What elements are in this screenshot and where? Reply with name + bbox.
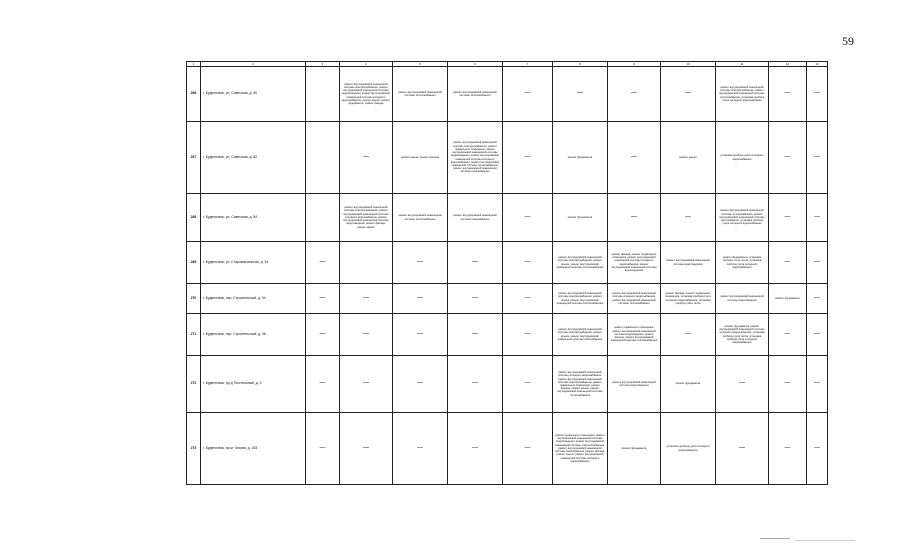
table-cell: установка прибора учета холодного водоснабжения bbox=[661, 413, 716, 485]
table-cell: — bbox=[608, 67, 661, 122]
table-cell: — bbox=[807, 242, 828, 284]
table-cell: ремонт фундамента bbox=[769, 284, 807, 314]
table-cell: — bbox=[306, 242, 340, 284]
table-cell: — bbox=[503, 356, 553, 413]
header-cell: 13 bbox=[807, 62, 828, 67]
table-cell: — bbox=[807, 122, 828, 194]
table-cell: ремонт внутридомовой инженерной системы теплоснабжения bbox=[393, 194, 448, 242]
repair-program-table bbox=[186, 61, 828, 485]
table-cell: — bbox=[553, 67, 608, 122]
table-cell: ремонт внутридомовой инженерной системы холодного водоснабжения, ремонт внутридомовой инженерной системы теплоснабжения bbox=[608, 284, 661, 314]
table-row bbox=[187, 242, 828, 284]
table-row bbox=[187, 356, 828, 413]
table-cell: — bbox=[661, 314, 716, 356]
table-cell: — bbox=[769, 194, 807, 242]
header-cell: 6 bbox=[448, 62, 503, 67]
address-cell: г. Буденновск, пер. Строительный, д. 36 bbox=[201, 314, 306, 356]
table-row bbox=[187, 67, 828, 122]
table-cell: — bbox=[769, 242, 807, 284]
row-number: 268 bbox=[187, 194, 201, 242]
header-cell: 7 bbox=[503, 62, 553, 67]
table-cell: — bbox=[393, 242, 448, 284]
header-cell: 3 bbox=[306, 62, 340, 67]
table-cell: — bbox=[340, 356, 393, 413]
address-cell: г. Буденновск, пер. Строительный, д. 34 bbox=[201, 284, 306, 314]
table-cell bbox=[340, 242, 393, 284]
row-number: 271 bbox=[187, 314, 201, 356]
table-cell: ремонт внутридомовой инженерной системы электроснабжения, ремонт подвального помещения, ремонт внутридомовой инженерной системы водоотведения, ремонт внутридомовой инженерной системы холодного водоснабжения, ремонт внутридомовой инженерной системы теплоснабжения, ремонт внутридомовой инженерной системы газоснабжения bbox=[448, 122, 503, 194]
row-number: 267 bbox=[187, 122, 201, 194]
table-cell: — bbox=[448, 242, 503, 284]
header-cell: 11 bbox=[716, 62, 769, 67]
table-cell: установка прибора учета холодного водоснабжения bbox=[716, 122, 769, 194]
table-cell bbox=[306, 67, 340, 122]
table-cell: ремонт внутридомовой инженерной системы холодного водоснабжения, ремонт внутридомовой инженерной системы электроснабжения, ремонт подвального помещения, ремонт фасада, ремонт крыши, ремонт внутридомовой инженерной системы теплоснабжения bbox=[553, 356, 608, 413]
table-row bbox=[187, 284, 828, 314]
row-number: 273 bbox=[187, 413, 201, 485]
scan-mark bbox=[795, 540, 855, 541]
table-cell: ремонт внутридомовой инженерной системы газоснабжения bbox=[448, 194, 503, 242]
table-cell: — bbox=[340, 314, 393, 356]
table-cell: — bbox=[769, 314, 807, 356]
header-cell: 2 bbox=[201, 62, 306, 67]
table-cell bbox=[306, 122, 340, 194]
table-cell: — bbox=[807, 194, 828, 242]
table-cell: ремонт крыши, ремонт фасада bbox=[393, 122, 448, 194]
table-cell: — bbox=[807, 413, 828, 485]
table-cell: — bbox=[661, 194, 716, 242]
table-cell: — bbox=[503, 413, 553, 485]
header-cell: 4 bbox=[340, 62, 393, 67]
table-cell: ремонт фундамента bbox=[553, 194, 608, 242]
table-cell: — bbox=[306, 314, 340, 356]
table-cell: — bbox=[807, 356, 828, 413]
table-cell: — bbox=[807, 284, 828, 314]
table-cell: ремонт внутридомовой инженерной системы электроснабжения, ремонт крыши, ремонт внутридомовой инженерной системы газоснабжения bbox=[553, 314, 608, 356]
table-cell: — bbox=[807, 314, 828, 356]
table-row bbox=[187, 314, 828, 356]
row-number: 266 bbox=[187, 67, 201, 122]
table-cell: — bbox=[448, 284, 503, 314]
table-cell: — bbox=[306, 356, 340, 413]
table-row bbox=[187, 194, 828, 242]
address-cell: г. Буденновск, ул. Старовокзальная, д. 94 bbox=[201, 242, 306, 284]
table-cell: ремонт фасада, ремонт подвального помещения, ремонт внутридомовой инженерной системы холодного водоснабжения, ремонт внутридомовой инженерной системы водоотведения bbox=[608, 242, 661, 284]
table-cell: ремонт внутридомовой инженерной системы водоотведения bbox=[608, 356, 661, 413]
row-number: 272 bbox=[187, 356, 201, 413]
table-cell: ремонт фундамента bbox=[608, 413, 661, 485]
table-cell: ремонт внутридомовой инженерной системы теплоснабжения, ремонт внутридомовой инженерной системы газоснабжения, установка прибора учета холодного водоснабжения bbox=[716, 194, 769, 242]
header-cell: 8 bbox=[553, 62, 608, 67]
table-cell: — bbox=[340, 284, 393, 314]
table-cell: — bbox=[769, 413, 807, 485]
table-cell: — bbox=[340, 413, 393, 485]
table-cell: — bbox=[503, 122, 553, 194]
row-number: 269 bbox=[187, 242, 201, 284]
header-cell: 12 bbox=[769, 62, 807, 67]
table-cell: — bbox=[393, 314, 448, 356]
table-cell: ремонт фундамента, установка прибора учета тепла, установка прибора учета холодного водоснабжения bbox=[716, 242, 769, 284]
table-cell: ремонт крыши bbox=[661, 122, 716, 194]
table-cell: — bbox=[716, 356, 769, 413]
table-cell: ремонт внутридомовой инженерной системы теплоснабжения bbox=[448, 67, 503, 122]
table-cell: ремонт внутридомовой инженерной системы электроснабжения, ремонт крыши, ремонт внутридомовой инженерной системы теплоснабжения bbox=[553, 242, 608, 284]
table-cell: — bbox=[608, 122, 661, 194]
table-cell: ремонт фундамента bbox=[553, 122, 608, 194]
scan-mark bbox=[760, 538, 790, 539]
table-cell: — bbox=[503, 242, 553, 284]
address-cell: г. Буденновск, пр-кт Чехова, д. 163 bbox=[201, 413, 306, 485]
table-cell bbox=[306, 194, 340, 242]
table-cell: — bbox=[807, 67, 828, 122]
table-row bbox=[187, 122, 828, 194]
address-cell: г. Буденновск, ул. Советская, д. 84 bbox=[201, 194, 306, 242]
table-cell: — bbox=[716, 413, 769, 485]
table-cell: ремонт внутридомовой инженерной системы электроснабжения, ремонт внутридомовой инженерной системы холодного водоснабжения, ремонт внутридомовой инженерной системы водоотведения, ремонт фасада, ремонт крыши bbox=[340, 194, 393, 242]
table-cell: — bbox=[503, 314, 553, 356]
header-cell: 5 bbox=[393, 62, 448, 67]
table-cell: — bbox=[306, 413, 340, 485]
header-cell: 1 bbox=[187, 62, 201, 67]
table-cell: — bbox=[503, 194, 553, 242]
table-cell: — bbox=[448, 356, 503, 413]
address-cell: г. Буденновск, пр-д Текстильный, д. 3 bbox=[201, 356, 306, 413]
table-cell: — bbox=[608, 194, 661, 242]
address-cell: г. Буденновск, ул. Советская, д. 82 bbox=[201, 122, 306, 194]
table-cell: — bbox=[503, 284, 553, 314]
address-cell: г. Буденновск, ул. Советская, д. 80 bbox=[201, 67, 306, 122]
header-cell: 10 bbox=[661, 62, 716, 67]
table-cell: ремонт внутридомовой инженерной системы водоотведения bbox=[716, 284, 769, 314]
table-cell: — bbox=[769, 67, 807, 122]
table-cell: — bbox=[503, 67, 553, 122]
row-number: 270 bbox=[187, 284, 201, 314]
table-cell: — bbox=[306, 284, 340, 314]
table-row bbox=[187, 413, 828, 485]
table-cell: — bbox=[393, 284, 448, 314]
table-cell: ремонт внутридомовой инженерной системы водоотведения bbox=[661, 242, 716, 284]
table-cell: — bbox=[393, 413, 448, 485]
page-number: 59 bbox=[842, 34, 854, 48]
table-cell: — bbox=[769, 356, 807, 413]
table-cell: ремонт фундамента bbox=[661, 356, 716, 413]
header-cell: 9 bbox=[608, 62, 661, 67]
table-cell: ремонт фасада, ремонт подвального помещения, установка прибора учета холодного водоснабжения, установка прибора учета тепла bbox=[661, 284, 716, 314]
table-cell: ремонт внутридомовой инженерной системы электроснабжения, ремонт внутридомовой инженерной системы водоотведения, ремонт внутридомовой инженерной системы холодного водоснабжения, ремонт крыши, ремонт фундамента, ремонт фасада bbox=[340, 67, 393, 122]
table-cell: ремонт подвального помещения, ремонт внутридомовой инженерной системы водоотведения, ремонт внутридомовой инженерной системы электроснабжения, ремонт внутридомовой инженерной системы газоснабжения, ремонт фасада, ремонт крыши, ремонт внутридомовой инженерной системы холодного водоснабжения bbox=[553, 413, 608, 485]
table-cell: ремонт внутридомовой инженерной системы электроснабжения, ремонт внутридомовой инженерной системы теплоснабжения, установка прибора учета холодного водоснабжения bbox=[716, 67, 769, 122]
table-cell: ремонт внутридомовой инженерной системы электроснабжения, ремонт крыши, ремонт внутридомовой инженерной системы теплоснабжения bbox=[553, 284, 608, 314]
table-cell: — bbox=[393, 356, 448, 413]
table-cell: ремонт внутридомовой инженерной системы теплоснабжения bbox=[393, 67, 448, 122]
table-cell: — bbox=[448, 314, 503, 356]
table-cell: — bbox=[769, 122, 807, 194]
table-cell: ремонт подвального помещения, ремонт внутридомовой инженерной системы водоотведения, ремонт фасада, ремонт внутридомовой инженерной системы теплоснабжения bbox=[608, 314, 661, 356]
table-cell: — bbox=[340, 122, 393, 194]
table-cell: — bbox=[661, 67, 716, 122]
table-cell: ремонт фундамента, ремонт внутридомовой инженерной системы холодного водоснабжения, установка прибора учета тепла, установка прибора учета холодного водоснабжения bbox=[716, 314, 769, 356]
table-cell: — bbox=[448, 413, 503, 485]
